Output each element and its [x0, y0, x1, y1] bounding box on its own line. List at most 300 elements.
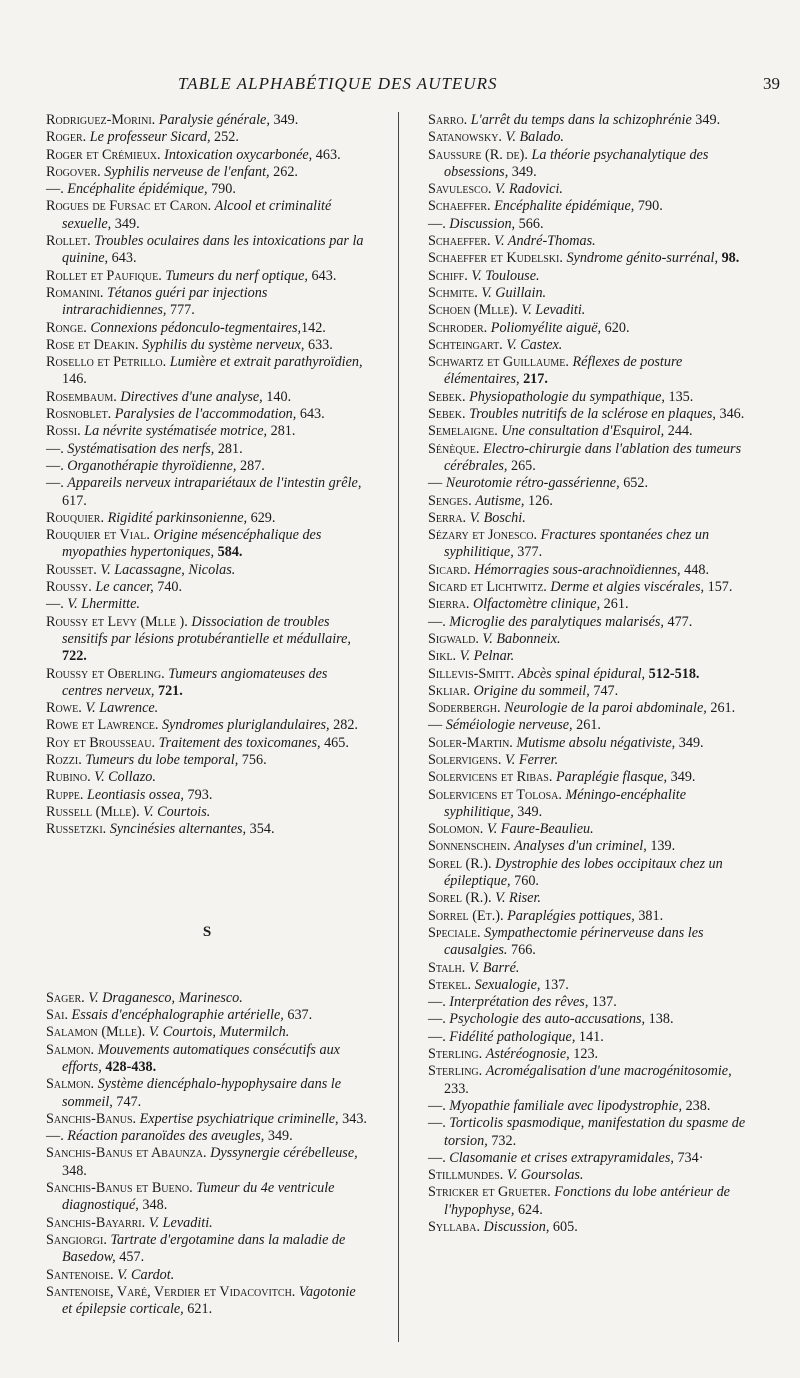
entry-author: —.	[428, 1115, 446, 1132]
entry-author: Solervicens et Ribas.	[428, 769, 553, 786]
index-entry	[428, 994, 758, 1011]
entry-page: 349.	[264, 1128, 293, 1145]
entry-page: 137.	[588, 994, 617, 1011]
entry-page: 349.	[508, 163, 537, 180]
entry-title: Systématisation des nerfs,	[67, 440, 215, 457]
index-entry	[428, 1219, 758, 1236]
entry-title: Le professeur Sicard,	[89, 129, 211, 146]
entry-author: Rollet.	[46, 233, 91, 250]
entry-title: Fractures spontanées chez un syphilitique,	[444, 527, 710, 561]
entry-author: —	[428, 717, 443, 734]
entry-author: Stekel.	[428, 976, 472, 993]
entry-page: 629.	[247, 509, 276, 526]
entry-title: Syphilis du système nerveux,	[142, 336, 305, 353]
entry-page: 157.	[704, 579, 733, 596]
entry-title: Système diencéphalo-hypophysaire dans le sommeil,	[62, 1076, 342, 1110]
entry-title: Dissociation de troubles sensitifs par lésions protubérantielle et médullaire,	[62, 613, 351, 647]
entry-title: V. Barré.	[468, 959, 520, 976]
index-entry	[46, 268, 368, 285]
entry-page: 652.	[619, 475, 649, 492]
entry-page: 722.	[62, 648, 87, 665]
entry-title: Poliomyélite aiguë,	[490, 319, 602, 336]
section-letter-s: S	[202, 924, 212, 941]
entry-author: —.	[46, 475, 64, 492]
entry-author: Rubino.	[46, 769, 91, 786]
index-entry	[428, 389, 758, 406]
entry-author: Romanini.	[46, 284, 104, 301]
entry-author: Sager.	[46, 989, 85, 1006]
index-entry	[428, 527, 758, 562]
entry-page: 566.	[515, 215, 544, 232]
entry-author: Saussure (R. de).	[428, 146, 528, 163]
entry-author: Satanowsky.	[428, 129, 502, 146]
entry-title: Sympathectomie périnerveuse dans les causalgies.	[444, 924, 704, 959]
entry-author: Stricker et Grueter.	[428, 1184, 551, 1201]
entry-title: Expertise psychiatrique criminelle,	[139, 1110, 339, 1127]
entry-author: Senges.	[428, 492, 472, 509]
entry-title: Vagotonie et épilepsie corticale,	[62, 1283, 356, 1318]
index-entry	[428, 666, 758, 683]
index-entry	[428, 285, 758, 302]
entry-page: 346.	[715, 406, 745, 423]
entry-title: Discussion,	[483, 1219, 550, 1235]
index-entry	[428, 925, 758, 960]
entry-page: 377.	[513, 544, 543, 561]
entry-author: —.	[428, 1149, 446, 1166]
entry-title: Une consultation d'Esquirol,	[501, 423, 665, 440]
entry-title: V. Collazo.	[94, 769, 156, 786]
left-column	[46, 112, 368, 1318]
entry-page: 740.	[153, 579, 183, 596]
entry-title: Microglie des paralytiques malarisés,	[449, 613, 664, 630]
entry-title: Tumeurs angiomateuses des centres nerveux,	[62, 665, 328, 699]
entry-title: Méningo-encéphalite syphilitique,	[444, 786, 687, 820]
entry-title: Autisme,	[475, 492, 525, 509]
entry-page: 637.	[283, 1007, 313, 1024]
entry-title: L'arrêt du temps dans la schizophrénie	[470, 112, 692, 128]
entry-title: Tumeurs du nerf optique,	[165, 267, 308, 284]
entry-author: Rogover.	[46, 163, 101, 180]
entry-title: Tumeurs du lobe temporal,	[85, 751, 239, 768]
index-entry	[46, 1284, 368, 1319]
entry-title: Origine mésencéphalique des myopathies hypertoniques,	[62, 527, 322, 561]
entry-author: Semelaigne.	[428, 423, 498, 440]
index-entry	[46, 562, 368, 579]
entry-author: Rousset.	[46, 561, 97, 578]
index-entry	[46, 700, 368, 717]
index-entry	[46, 1007, 368, 1024]
entry-title: V. Toulouse.	[471, 267, 540, 284]
entry-page: 381.	[634, 907, 664, 924]
entry-title: Syphilis nerveuse de l'enfant,	[104, 163, 270, 180]
entry-title: Neurotomie rétro-gassérienne,	[445, 475, 620, 492]
entry-page: 643.	[108, 250, 137, 267]
entry-title: Origine du sommeil,	[473, 682, 590, 699]
entry-title: V. Cardot.	[117, 1266, 175, 1283]
entry-title: Paraplégies pottiques,	[507, 907, 635, 924]
entry-page: 98.	[718, 250, 740, 267]
entry-page: 287.	[236, 457, 265, 474]
entry-author: Sicard.	[428, 561, 471, 578]
entry-page: 349.	[691, 112, 721, 128]
right-entries	[428, 112, 758, 1236]
index-entry	[428, 631, 758, 648]
index-entry	[428, 890, 758, 907]
entry-author: Roger et Crémieux.	[46, 146, 161, 163]
entry-author: Schoen (Mlle).	[428, 302, 518, 319]
entry-author: Sangiorgi.	[46, 1231, 107, 1248]
index-entry	[428, 1098, 758, 1115]
entry-author: Rollet et Paufique.	[46, 267, 162, 284]
entry-author: Rossi.	[46, 423, 81, 440]
index-entry	[428, 510, 758, 527]
running-title: TABLE ALPHABÉTIQUE DES AUTEURS	[178, 74, 498, 93]
entry-title: Abcès spinal épidural,	[517, 665, 646, 682]
entry-author: Schroder.	[428, 319, 488, 336]
entry-page: 777.	[166, 302, 195, 319]
index-entry	[428, 977, 758, 994]
index-entry	[428, 717, 758, 734]
entry-title: Hémorragies sous-arachnoïdiennes,	[474, 561, 681, 578]
entry-title: Syndromes pluriglandulaires,	[161, 717, 330, 734]
entry-title: Essais d'encéphalographie artérielle,	[71, 1007, 284, 1024]
entry-page: 238.	[682, 1097, 711, 1114]
entry-title: Electro-chirurgie dans l'ablation des tumeurs cérébrales,	[444, 440, 742, 474]
entry-page: 349.	[675, 734, 704, 751]
entry-page: 261.	[706, 700, 736, 717]
entry-author: Stalh.	[428, 959, 466, 976]
entry-page: 282.	[329, 717, 358, 734]
entry-page: 141.	[575, 1028, 604, 1045]
entry-page: 217.	[519, 371, 548, 388]
index-entry	[46, 1215, 368, 1232]
index-entry	[46, 458, 368, 475]
entry-title: Séméiologie nerveuse,	[445, 717, 573, 734]
index-entry	[428, 821, 758, 838]
entry-page: 747.	[112, 1093, 142, 1110]
entry-author: Sanchis-Banus et Bueno.	[46, 1180, 193, 1197]
entry-title: Paralysie générale,	[158, 112, 270, 128]
entry-title: Intoxication oxycarbonée,	[164, 146, 313, 163]
entry-author: Sierra.	[428, 596, 470, 613]
entry-author: Sanchis-Bayarri.	[46, 1214, 146, 1231]
entry-author: Santenoise.	[46, 1266, 114, 1283]
entry-author: Sebek.	[428, 406, 466, 423]
index-entry	[428, 268, 758, 285]
entry-author: —.	[428, 215, 446, 232]
entry-author: —.	[428, 1097, 446, 1114]
entry-page: 261.	[572, 717, 601, 734]
entry-page: 348.	[62, 1162, 87, 1179]
entry-title: V. Lawrence.	[85, 700, 159, 717]
entry-author: Sillevis-Smitt.	[428, 665, 515, 682]
entry-author: —.	[428, 1011, 446, 1028]
entry-author: Sanchis-Banus et Abaunza.	[46, 1145, 207, 1162]
entry-page: 756.	[238, 751, 267, 768]
entry-page: 605.	[549, 1219, 578, 1235]
entry-title: Syndrome génito-surrénal,	[566, 250, 719, 267]
index-entry	[46, 990, 368, 1007]
index-entry	[428, 216, 758, 233]
entry-page: 252.	[210, 129, 239, 146]
page-header	[100, 74, 780, 100]
entry-page: 621.	[183, 1301, 213, 1318]
entry-author: Rosello et Petrillo.	[46, 354, 167, 371]
index-entry	[428, 1115, 758, 1150]
index-entry	[46, 233, 368, 268]
entry-page: 766.	[507, 942, 536, 959]
entry-title: Tartrate d'ergotamine dans la maladie de Basedow,	[62, 1231, 346, 1266]
entry-author: Rosnoblet.	[46, 406, 112, 423]
entry-author: Rodriguez-Morini.	[46, 112, 156, 128]
entry-title: V. André-Thomas.	[494, 233, 596, 250]
entry-title: Discussion,	[449, 215, 516, 232]
index-entry	[428, 129, 758, 146]
entry-title: V. Lhermitte.	[67, 596, 140, 613]
entry-title: Paralysies de l'accommodation,	[114, 406, 297, 423]
entry-title: V. Riser.	[495, 890, 541, 907]
entry-title: Connexions pédonculo-tegmentaires,	[90, 319, 302, 336]
index-entry	[46, 1042, 368, 1077]
entry-title: V. Courtois, Mutermilch.	[148, 1024, 290, 1041]
entry-page: 734·	[673, 1149, 704, 1166]
entry-author: Roussy.	[46, 579, 92, 596]
entry-author: Savulesco.	[428, 181, 492, 198]
page-number: 39	[763, 74, 780, 93]
entry-author: Sigwald.	[428, 630, 479, 647]
entry-page: 643.	[296, 406, 325, 423]
index-entry	[428, 1029, 758, 1046]
entry-page: 348.	[138, 1197, 168, 1214]
index-entry	[46, 1180, 368, 1215]
index-entry	[428, 320, 758, 337]
index-entry	[46, 181, 368, 198]
entry-title: Physiopathologie du sympathique,	[469, 388, 665, 405]
index-entry	[428, 700, 758, 717]
entry-author: Sterling.	[428, 1063, 483, 1080]
index-entry	[428, 1063, 758, 1098]
entry-author: Rozzi.	[46, 751, 82, 768]
entry-title: Analyses d'un criminel,	[514, 838, 647, 855]
entry-title: Tétanos guéri par injections intrarachidiennes,	[62, 284, 268, 319]
index-entry	[46, 285, 368, 320]
entry-title: V. Courtois.	[143, 803, 211, 820]
entry-page: 142.	[301, 319, 326, 336]
entry-page: 265.	[507, 457, 536, 474]
column-divider	[398, 112, 399, 1342]
index-entry	[46, 804, 368, 821]
index-entry	[428, 960, 758, 977]
entry-page: 477.	[663, 613, 693, 630]
index-entry	[46, 475, 368, 510]
entry-title: V. Radovici.	[495, 181, 563, 198]
entry-title: Fonctions du lobe antérieur de l'hypophyse,	[444, 1184, 730, 1218]
entry-author: Roger.	[46, 129, 87, 146]
entry-page: 465.	[320, 734, 349, 751]
entry-title: Rigidité parkinsonienne,	[107, 509, 248, 526]
index-entry	[46, 735, 368, 752]
entry-page: 643.	[307, 267, 337, 284]
entry-page: 354.	[246, 821, 275, 838]
entry-page: 620.	[601, 319, 630, 336]
index-entry	[46, 1076, 368, 1111]
index-entry	[428, 683, 758, 700]
entry-page: 457.	[115, 1249, 145, 1266]
entry-page: 146.	[62, 371, 87, 388]
entry-title: Directives d'une analyse,	[120, 388, 263, 405]
entry-title: Tumeur du 4e ventricule diagnostiqué,	[62, 1180, 335, 1214]
entry-page: 463.	[312, 146, 341, 163]
entry-title: Dyssynergie cérébelleuse,	[210, 1145, 358, 1162]
entry-page: 349.	[269, 112, 299, 128]
entry-author: Sorrel (Et.).	[428, 907, 504, 924]
entry-page: 747.	[589, 682, 619, 699]
index-entry	[46, 1128, 368, 1145]
index-entry	[46, 147, 368, 164]
index-entry	[428, 1011, 758, 1028]
entry-title: Psychologie des auto-accusations,	[449, 1011, 646, 1028]
entry-title: V. Ferrer.	[504, 751, 559, 768]
entry-author: —.	[46, 457, 64, 474]
entry-title: Troubles oculaires dans les intoxications par la quinine,	[62, 233, 364, 267]
entry-author: Salmon.	[46, 1076, 95, 1093]
index-entry	[428, 233, 758, 250]
index-entry	[428, 908, 758, 925]
entry-author: —.	[46, 440, 64, 457]
entry-author: Rouquier et Vial.	[46, 527, 150, 544]
index-entry	[46, 769, 368, 786]
entry-author: Syllaba.	[428, 1219, 480, 1235]
entry-title: V. Draganesco, Marinesco.	[88, 989, 243, 1006]
entry-author: Schaeffer.	[428, 233, 491, 250]
entry-author: —.	[46, 1128, 64, 1145]
index-entry	[428, 1150, 758, 1167]
entry-title: Neurologie de la paroi abdominale,	[504, 700, 707, 717]
entry-author: Soler-Martin.	[428, 734, 513, 751]
entry-title: Syncinésies alternantes,	[109, 821, 247, 838]
entry-title: Leontiasis ossea,	[87, 786, 184, 803]
entry-title: Interprétation des rêves,	[449, 994, 589, 1011]
entry-author: Sebek.	[428, 388, 466, 405]
entry-page: 138.	[645, 1011, 674, 1028]
index-entry	[46, 441, 368, 458]
entry-title: Paraplégie flasque,	[555, 769, 668, 786]
entry-author: Schwartz et Guillaume.	[428, 354, 569, 371]
index-entry	[46, 579, 368, 596]
entry-page: 760.	[510, 873, 539, 890]
entry-author: Sorel (R.).	[428, 890, 492, 907]
index-entry	[428, 838, 758, 855]
index-entry	[46, 320, 368, 337]
entry-title: Astéréognosie,	[485, 1046, 570, 1063]
entry-author: Roussy et Levy (Mlle ).	[46, 613, 188, 630]
index-entry	[46, 1267, 368, 1284]
entry-page: 512-518.	[645, 665, 700, 682]
entry-page: 281.	[267, 423, 296, 440]
index-entry	[428, 181, 758, 198]
entry-page: 244.	[664, 423, 693, 440]
entry-title: V. Pelnar.	[459, 648, 515, 665]
index-entry	[428, 614, 758, 631]
index-entry	[46, 527, 368, 562]
index-entry	[46, 787, 368, 804]
entry-page: 126.	[524, 492, 553, 509]
index-entry	[428, 354, 758, 389]
entry-page: 139.	[646, 838, 676, 855]
index-entry	[46, 198, 368, 233]
index-entry	[428, 752, 758, 769]
entry-page: 584.	[214, 544, 243, 561]
index-entry	[46, 129, 368, 146]
entry-title: V. Levaditi.	[148, 1214, 213, 1231]
index-entry	[46, 112, 368, 129]
left-entries-r	[46, 112, 368, 838]
index-entry	[428, 648, 758, 665]
index-entry	[428, 475, 758, 492]
entry-title: La théorie psychanalytique des obsessions,	[444, 146, 709, 180]
entry-title: Clasomanie et crises extrapyramidales,	[449, 1149, 674, 1166]
index-entry	[46, 821, 368, 838]
index-entry	[428, 856, 758, 891]
entry-author: Solomon.	[428, 821, 484, 838]
entry-page: 428-438.	[101, 1058, 157, 1075]
entry-author: Schteingart.	[428, 336, 503, 353]
entry-author: —	[428, 475, 443, 492]
entry-author: Russell (Mlle).	[46, 803, 140, 820]
entry-title: Réaction paranoïdes des aveugles,	[67, 1128, 265, 1145]
index-entry	[46, 510, 368, 527]
entry-author: Salmon.	[46, 1041, 95, 1058]
index-entry	[46, 1145, 368, 1180]
right-column	[428, 112, 758, 1236]
entry-title: V. Castex.	[506, 336, 563, 353]
entry-author: Russetzki.	[46, 821, 107, 838]
entry-page: 261.	[600, 596, 629, 613]
entry-author: Rosembaum.	[46, 388, 117, 405]
index-entry	[428, 1046, 758, 1063]
index-entry	[428, 769, 758, 786]
entry-author: Sicard et Lichtwitz.	[428, 579, 547, 596]
entry-author: —.	[428, 1028, 446, 1045]
entry-author: Sanchis-Banus.	[46, 1110, 137, 1127]
entry-author: Sénèque.	[428, 440, 480, 457]
index-entry	[46, 389, 368, 406]
entry-page: 349.	[667, 769, 696, 786]
entry-title: V. Balado.	[505, 129, 564, 146]
index-entry	[428, 493, 758, 510]
index-entry	[428, 596, 758, 613]
entry-title: Réflexes de posture élémentaires,	[444, 354, 683, 388]
entry-title: Derme et algies viscérales,	[550, 579, 705, 596]
entry-author: Roy et Brousseau.	[46, 734, 156, 751]
entry-page: 349.	[513, 803, 543, 820]
entry-page: 262.	[269, 163, 298, 180]
entry-title: Mutisme absolu négativiste,	[516, 734, 676, 751]
entry-title: Myopathie familiale avec lipodystrophie,	[449, 1097, 683, 1114]
entry-author: —.	[428, 994, 446, 1011]
entry-title: V. Lacassagne, Nicolas.	[100, 561, 236, 578]
entry-author: —.	[46, 181, 64, 198]
index-entry	[46, 354, 368, 389]
entry-page: 790.	[207, 181, 236, 198]
index-entry	[428, 302, 758, 319]
index-entry	[46, 614, 368, 666]
entry-title: Mouvements automatiques consécutifs aux efforts,	[62, 1041, 340, 1075]
entry-title: Traitement des toxicomanes,	[158, 734, 321, 751]
index-entry	[428, 579, 758, 596]
entry-title: Acromégalisation d'une macrogénitosomie,	[485, 1063, 732, 1080]
entry-title: Fidélité pathologique,	[449, 1028, 576, 1045]
